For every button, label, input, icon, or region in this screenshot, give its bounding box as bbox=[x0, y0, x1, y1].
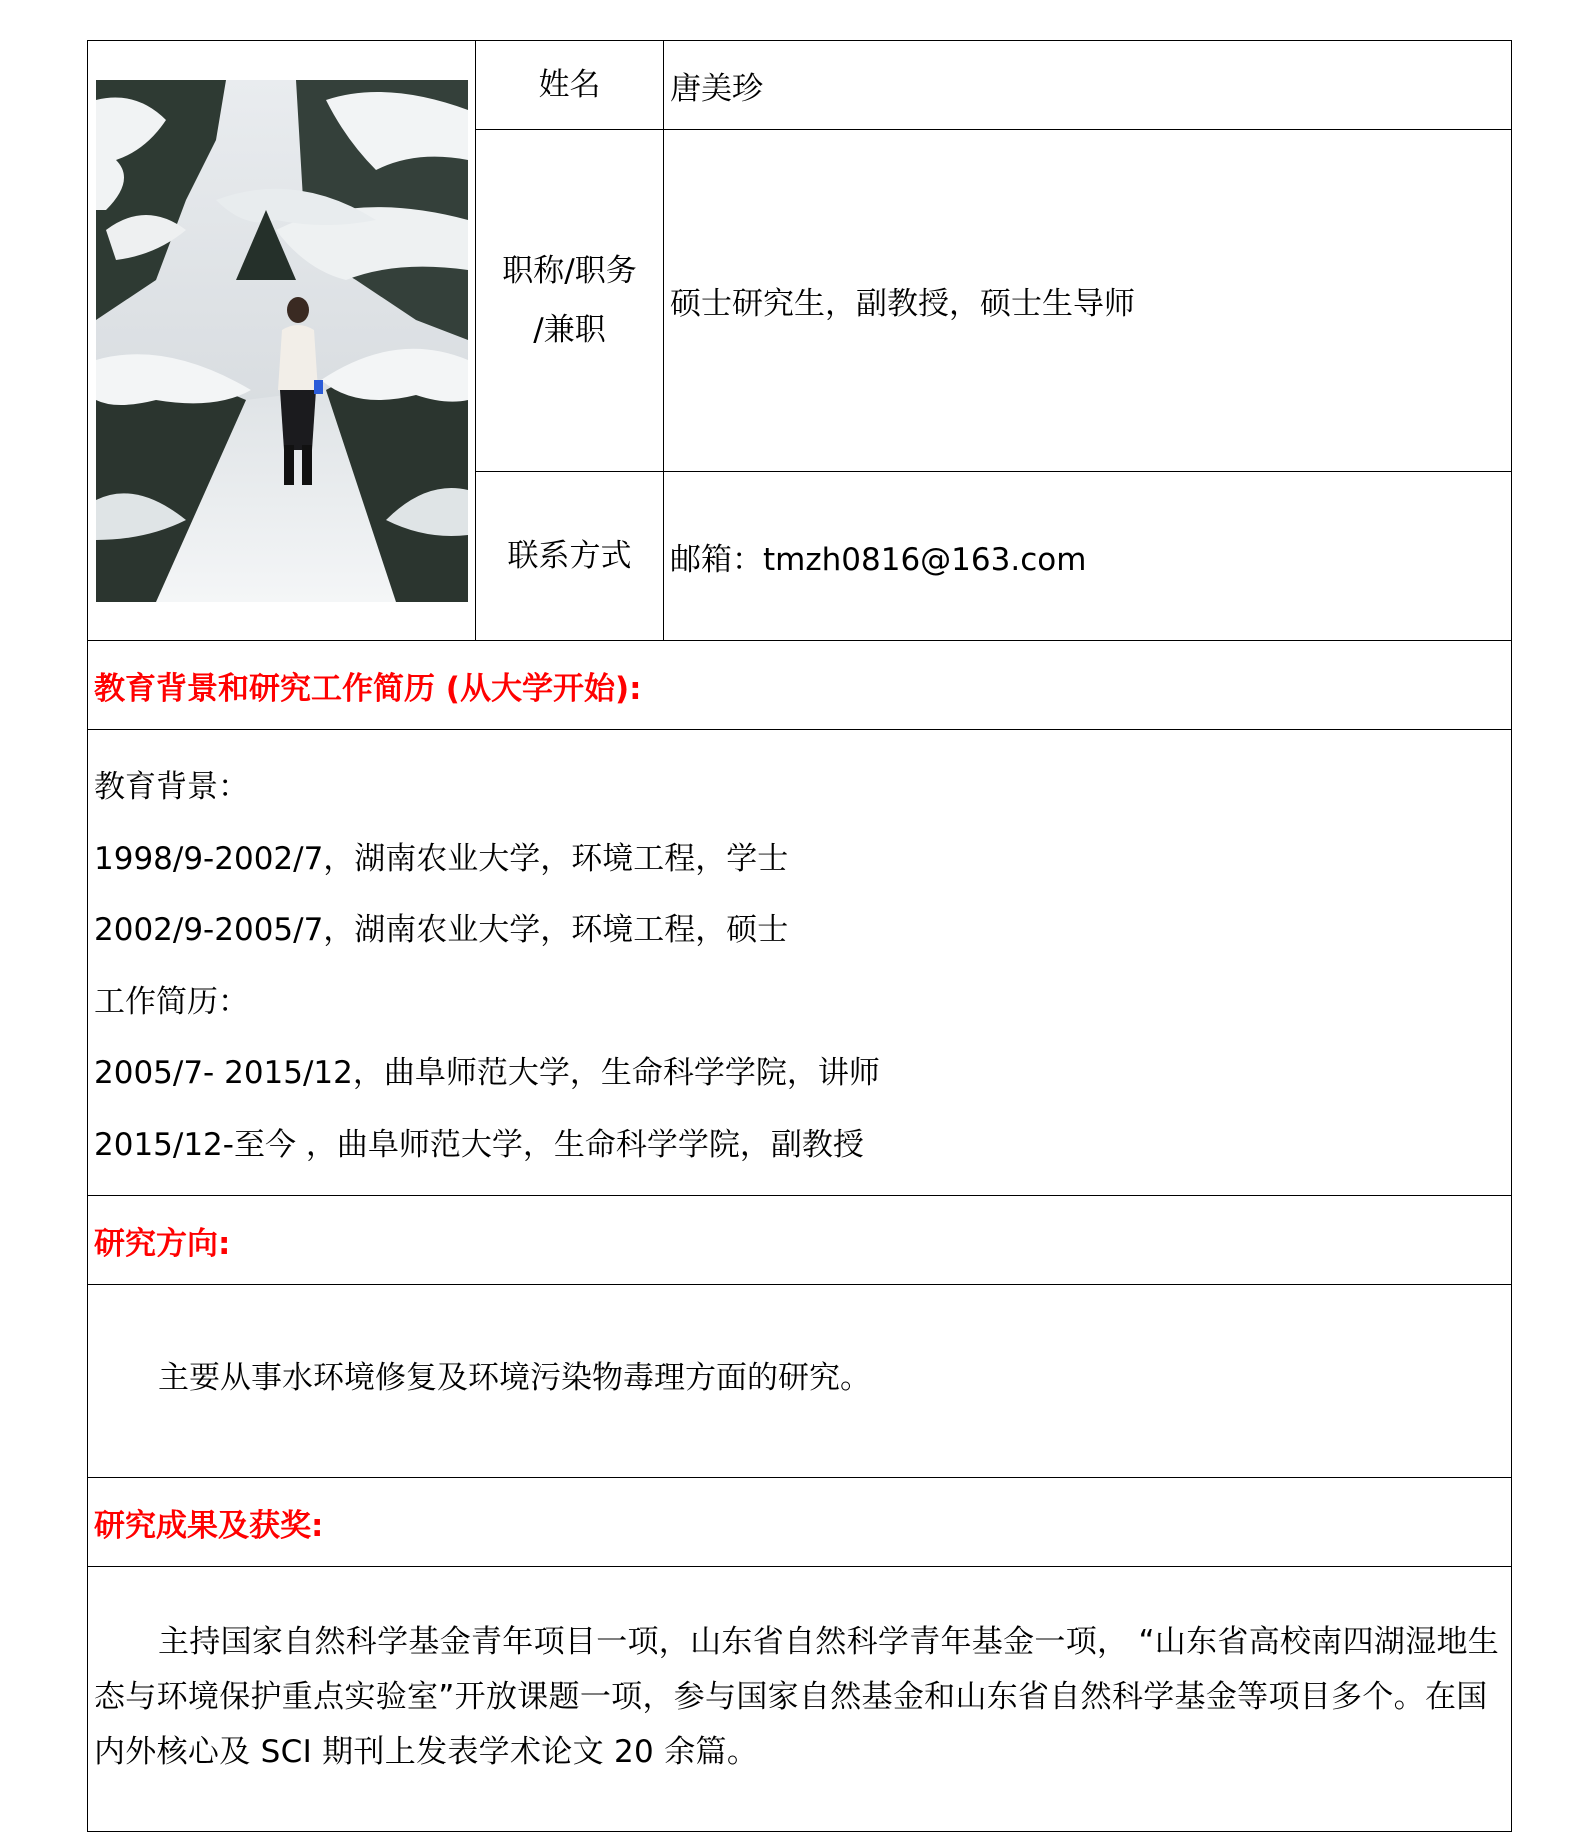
work-entry-lecturer: 2005/7- 2015/12，曲阜师范大学，生命科学学院，讲师 bbox=[94, 1055, 880, 1091]
row-research-heading bbox=[88, 1196, 1512, 1285]
title-label-line1: 职称/职务 bbox=[502, 252, 637, 289]
education-entry-master: 2002/9-2005/7，湖南农业大学，环境工程，硕士 bbox=[94, 912, 789, 948]
contact-value: 邮箱：tmzh0816@163.com bbox=[664, 472, 1512, 641]
name-label: 姓名 bbox=[476, 41, 664, 130]
contact-label: 联系方式 bbox=[476, 472, 664, 641]
title-value: 硕士研究生，副教授，硕士生导师 bbox=[664, 130, 1512, 472]
education-entry-bachelor: 1998/9-2002/7，湖南农业大学，环境工程，学士 bbox=[94, 840, 789, 877]
row-achievements-heading bbox=[88, 1478, 1512, 1567]
title-label-line2: /兼职 bbox=[533, 311, 606, 348]
row-achievements-body bbox=[88, 1567, 1512, 1832]
photo-cell bbox=[88, 41, 476, 641]
work-entry-associate-professor: 2015/12-至今 ，曲阜师范大学，生命科学学院，副教授 bbox=[94, 1126, 864, 1163]
achievements-text: 主持国家自然科学基金青年项目一项，山东省自然科学青年基金一项， “山东省高校南四湖湿地生态与环境保护重点实验室”开放课题一项，参与国家自然基金和山东省自然科学基金等项目多个。在国内外核心及 SCI 期刊上发表学术论文 20 余篇。 bbox=[94, 1623, 1500, 1770]
research-heading: 研究方向: bbox=[88, 1196, 1512, 1285]
education-label: 教育背景： bbox=[94, 769, 249, 805]
achievements-heading: 研究成果及获奖: bbox=[88, 1478, 1512, 1567]
work-history-label: 工作简历： bbox=[94, 983, 249, 1020]
title-label bbox=[476, 130, 664, 472]
cv-table bbox=[87, 40, 1512, 1832]
row-education-body bbox=[88, 730, 1512, 1196]
portrait-photo bbox=[96, 80, 468, 602]
name-value: 唐美珍 bbox=[664, 41, 1512, 130]
education-body bbox=[88, 730, 1512, 1196]
row-education-heading bbox=[88, 641, 1512, 730]
row-research-body bbox=[88, 1285, 1512, 1478]
row-name bbox=[88, 41, 1512, 130]
cv-sheet bbox=[87, 40, 1512, 1832]
achievements-body bbox=[88, 1567, 1512, 1832]
education-heading: 教育背景和研究工作简历 (从大学开始): bbox=[88, 641, 1512, 730]
research-direction-text: 主要从事水环境修复及环境污染物毒理方面的研究。 bbox=[88, 1285, 1512, 1478]
